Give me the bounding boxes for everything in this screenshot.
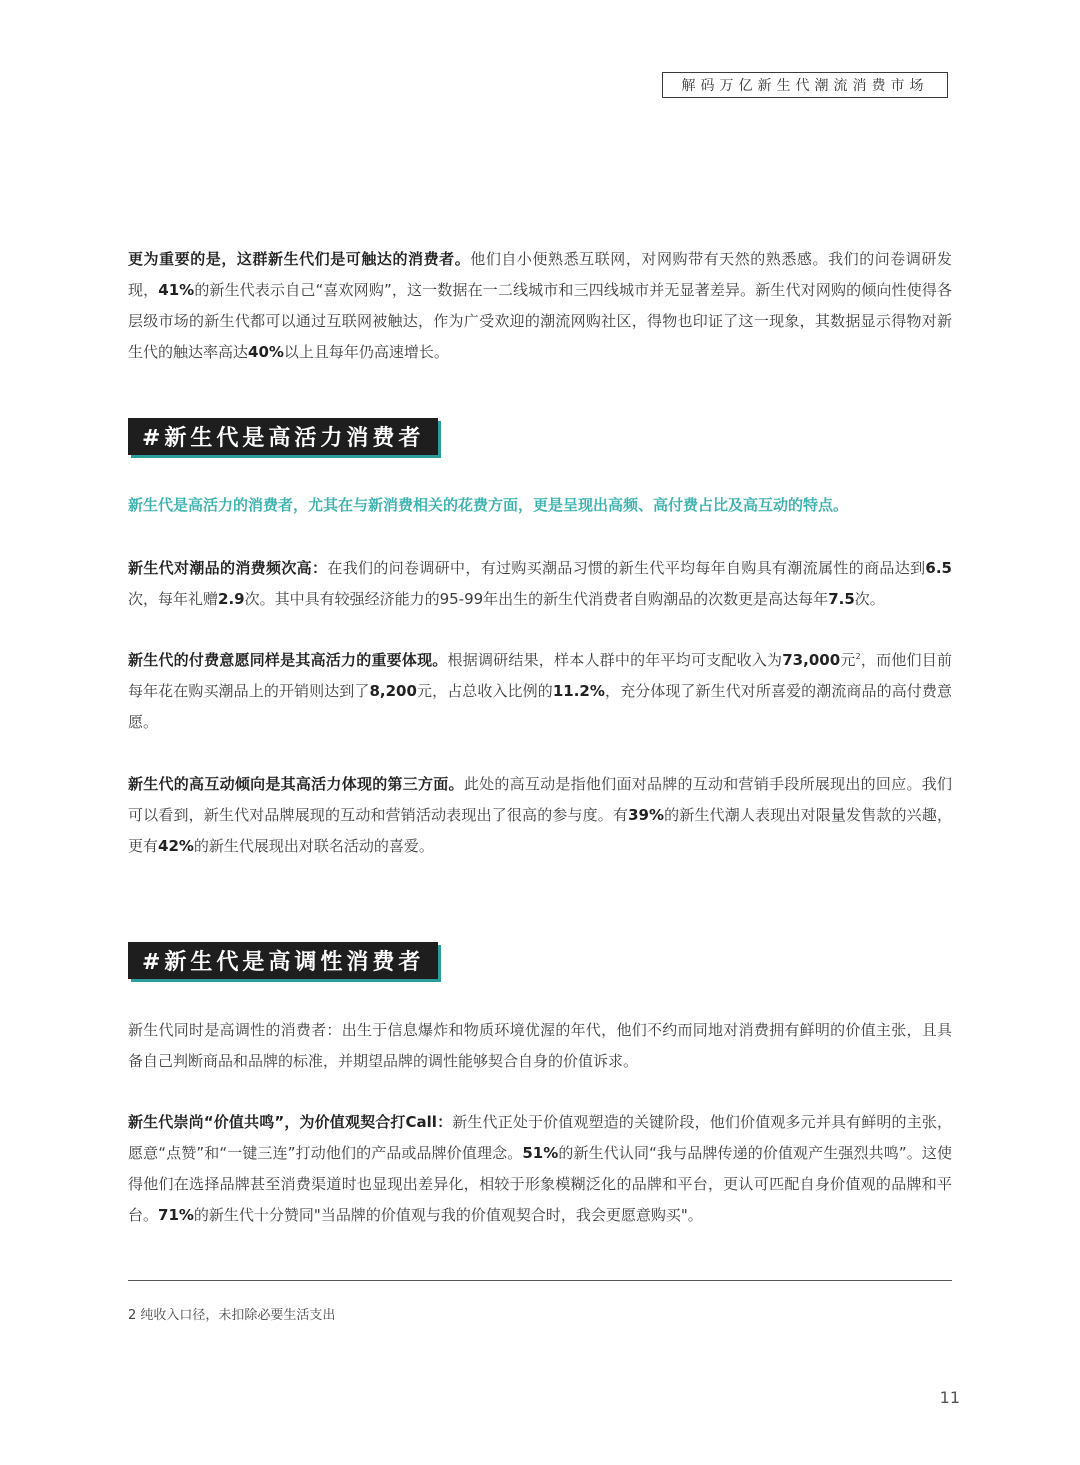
values-text-3: 的新生代十分赞同"当品牌的价值观与我的价值观契合时，我会更愿意购买"。 bbox=[193, 1206, 703, 1224]
frequency-bold: 新生代对潮品的消费频次高： bbox=[128, 559, 328, 577]
values-paragraph bbox=[128, 1107, 952, 1231]
frequency-text-1: 在我们的问卷调研中，有过购买潮品习惯的新生代平均每年自购具有潮流属性的商品达到 bbox=[327, 559, 926, 577]
values-bold: 新生代崇尚“价值共鸣”，为价值观契合打Call： bbox=[128, 1113, 453, 1131]
interaction-text-2: 的新生代潮人表现出对限量发售款的兴趣，更有 bbox=[128, 806, 952, 855]
payment-paragraph bbox=[128, 645, 952, 738]
header-title: 解码万亿新生代潮流消费市场 bbox=[662, 72, 948, 98]
footnote: 2 纯收入口径，未扣除必要生活支出 bbox=[128, 1308, 336, 1323]
intro-text-1: 他们自小便熟悉互联网，对网购带有天然的熟悉感。我们的问卷调研发现， bbox=[128, 250, 952, 299]
payment-text-4: 元，占总收入比例的 bbox=[416, 682, 553, 700]
payment-text-5: ，充分体现了新生代对所喜爱的潮流商品的高付费意愿。 bbox=[128, 682, 952, 731]
section-2-heading: #新生代是高调性消费者 bbox=[128, 942, 438, 979]
frequency-stat-1: 6.5 bbox=[925, 559, 952, 577]
intro-stat-1: 41% bbox=[158, 281, 195, 299]
frequency-text-4: 次。 bbox=[854, 590, 885, 608]
payment-bold: 新生代的付费意愿同样是其高活力的重要体现。 bbox=[128, 651, 448, 669]
section-1-heading: #新生代是高活力消费者 bbox=[128, 418, 438, 455]
values-text-1: 新生代正处于价值观塑造的关键阶段，他们价值观多元并具有鲜明的主张，愿意“点赞”和“一键三连”打动他们的产品或品牌价值理念。 bbox=[128, 1113, 952, 1162]
frequency-text-2: 次，每年礼赠 bbox=[128, 590, 219, 608]
page-number: 11 bbox=[939, 1388, 960, 1407]
intro-text-2: 的新生代表示自己“喜欢网购”，这一数据在一二线城市和三四线城市并无显著差异。新生代对网购的倾向性使得各层级市场的新生代都可以通过互联网被触达，作为广受欢迎的潮流网购社区，得物也印证了这一现象，其数据显示得物对新生代的触达率高达 bbox=[128, 281, 952, 361]
payment-stat-income: 73,000 bbox=[782, 651, 841, 669]
payment-text-1: 根据调研结果，样本人群中的年平均可支配收入为 bbox=[447, 651, 783, 669]
interaction-stat-2: 42% bbox=[158, 837, 194, 855]
intro-text-3: 以上且每年仍高速增长。 bbox=[283, 343, 449, 361]
payment-text-3: ，而他们目前每年花在购买潮品上的开销则达到了 bbox=[128, 651, 952, 700]
tonality-paragraph: 新生代同时是高调性的消费者：出生于信息爆炸和物质环境优渥的年代，他们不约而同地对消费拥有鲜明的价值主张，且具备自己判断商品和品牌的标准，并期望品牌的调性能够契合自身的价值诉求。 bbox=[128, 1021, 952, 1070]
interaction-text-3: 的新生代展现出对联名活动的喜爱。 bbox=[193, 837, 434, 855]
payment-stat-spend: 8,200 bbox=[369, 682, 417, 700]
interaction-text-1: 此处的高互动是指他们面对品牌的互动和营销手段所展现出的回应。我们可以看到，新生代对品牌展现的互动和营销活动表现出了很高的参与度。有 bbox=[128, 775, 952, 824]
frequency-stat-3: 7.5 bbox=[828, 590, 855, 608]
frequency-stat-2: 2.9 bbox=[218, 590, 245, 608]
intro-bold: 更为重要的是，这群新生代们是可触达的消费者。 bbox=[128, 250, 471, 268]
frequency-text-3: 次。其中具有较强经济能力的95-99年出生的新生代消费者自购潮品的次数更是高达每年 bbox=[244, 590, 829, 608]
values-stat-1: 51% bbox=[522, 1144, 559, 1162]
payment-text-2: 元 bbox=[840, 651, 856, 669]
frequency-paragraph bbox=[128, 553, 952, 615]
interaction-bold: 新生代的高互动倾向是其高活力体现的第三方面。 bbox=[128, 775, 464, 793]
intro-paragraph bbox=[128, 244, 952, 368]
values-stat-2: 71% bbox=[158, 1206, 194, 1224]
footnote-divider bbox=[128, 1280, 952, 1281]
payment-stat-ratio: 11.2% bbox=[552, 682, 605, 700]
intro-stat-2: 40% bbox=[248, 343, 284, 361]
values-text-2: 的新生代认同“我与品牌传递的价值观产生强烈共鸣”。这使得他们在选择品牌甚至消费渠道时也显现出差异化，相较于形象模糊泛化的品牌和平台，更认可匹配自身价值观的品牌和平台。 bbox=[128, 1144, 952, 1224]
interaction-stat-1: 39% bbox=[628, 806, 665, 824]
footnote-ref[interactable]: 2 bbox=[855, 652, 861, 661]
interaction-paragraph bbox=[128, 769, 952, 862]
section-1-lead: 新生代是高活力的消费者，尤其在与新消费相关的花费方面，更是呈现出高频、高付费占比及高互动的特点。 bbox=[128, 496, 849, 514]
